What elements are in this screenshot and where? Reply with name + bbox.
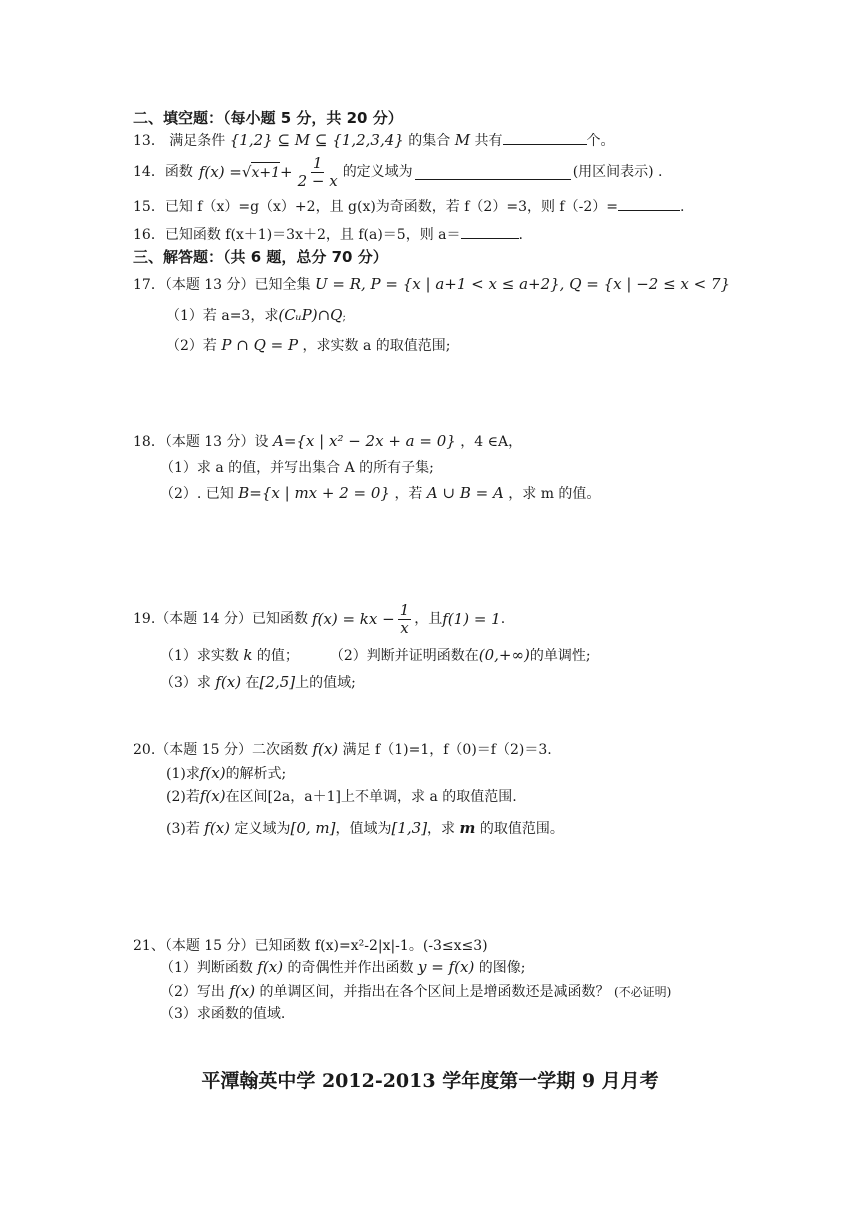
q21-p1-post: 的图像; bbox=[478, 960, 526, 976]
q21-p1-math: f(x) bbox=[257, 958, 284, 976]
q13-number: 13． bbox=[133, 133, 165, 149]
q13-text-pre: 满足条件 bbox=[169, 133, 226, 149]
q13-var: M bbox=[454, 131, 471, 149]
q19-p2-pre: （2）判断并证明函数在 bbox=[329, 648, 479, 664]
q19-part-3 bbox=[160, 672, 356, 693]
q15-answer-blank[interactable] bbox=[618, 196, 680, 211]
q20-p3-math2: [0, m] bbox=[290, 819, 336, 837]
q19-parts-1-2 bbox=[160, 645, 591, 666]
q18-p2-math2: A ∪ B = A bbox=[426, 484, 504, 502]
q18-p2-mid: ，若 bbox=[394, 486, 423, 502]
exam-title: 平潭翰英中学 2012-2013 学年度第一学期 9 月月考 bbox=[201, 1070, 659, 1092]
q19-fraction bbox=[398, 602, 412, 637]
q21-part-2 bbox=[160, 981, 671, 1002]
q19-p2-math: (0,+∞) bbox=[478, 646, 530, 664]
q14-sqrt-sign: √ bbox=[241, 163, 252, 181]
q21-p2-math: f(x) bbox=[229, 982, 256, 1000]
q14-number: 14． bbox=[133, 164, 165, 180]
q20-p3-post: 的取值范围。 bbox=[479, 821, 564, 837]
q17-p2-math: P ∩ Q = P bbox=[221, 336, 299, 354]
q21-p1-math2: y = f(x) bbox=[418, 958, 475, 976]
q19-p1-var: k bbox=[243, 646, 253, 664]
q18-p2-math: B={x | mx + 2 = 0} bbox=[238, 484, 390, 502]
q21-part-3: （3）求函数的值域. bbox=[160, 1006, 286, 1022]
q18-part-1: （1）求 a 的值，并写出集合 A 的所有子集; bbox=[160, 460, 434, 476]
q14-frac-denominator: 2 − x bbox=[297, 171, 338, 190]
q19-intro: 19.（本题 14 分）已知函数 bbox=[133, 611, 308, 627]
q20-p3-mid: 定义域为 bbox=[234, 821, 291, 837]
q20-part-2 bbox=[166, 786, 517, 807]
q19-p3-mid: 在 bbox=[245, 675, 260, 691]
q13-math: {1,2} ⊆ M ⊆ {1,2,3,4} bbox=[229, 131, 404, 149]
question-14 bbox=[133, 152, 663, 192]
q14-math-f: f(x) = bbox=[198, 163, 242, 181]
q20-p3-mid3: ，求 bbox=[427, 821, 456, 837]
q20-math: f(x) bbox=[312, 740, 339, 758]
q19-p3-math2: [2,5] bbox=[259, 673, 296, 691]
q20-p1-pre: (1)求 bbox=[166, 766, 200, 782]
section-3-heading: 三、解答题：（共 6 题，总分 70 分） bbox=[133, 248, 388, 266]
q17-part-2 bbox=[166, 335, 451, 356]
q15-text: 15．已知 f（x）=g（x）+2，且 g(x)为奇函数，若 f（2）=3，则 f（-2）= bbox=[133, 199, 618, 215]
q21-part-1 bbox=[160, 957, 525, 978]
q20-p3-mid2: ，值域为 bbox=[335, 821, 392, 837]
q19-math-b: f(1) = 1 bbox=[442, 610, 501, 628]
q17-part-1 bbox=[166, 305, 346, 328]
question-17 bbox=[133, 274, 730, 295]
q14-answer-blank[interactable] bbox=[415, 165, 571, 180]
q13-answer-blank[interactable] bbox=[503, 130, 587, 145]
q18-intro: 18．（本题 13 分）设 bbox=[133, 434, 269, 450]
q17-p1-math: (CᵤP)∩Q bbox=[278, 306, 343, 324]
q18-post: ，4 ∈A， bbox=[460, 434, 523, 450]
q13-text-post: 共有 bbox=[474, 133, 503, 149]
q20-p2-math: f(x) bbox=[199, 787, 226, 805]
question-15 bbox=[133, 196, 684, 217]
question-16 bbox=[133, 224, 523, 245]
q19-end: . bbox=[500, 611, 506, 627]
q19-frac-numerator: 1 bbox=[399, 600, 410, 619]
q17-p1-text: （1）若 a=3，求 bbox=[166, 308, 279, 324]
q21-p2-note: (不必证明) bbox=[614, 985, 672, 999]
q14-sqrt-radicand: x+1 bbox=[251, 162, 280, 183]
q20-part-3 bbox=[166, 818, 564, 839]
q16-text-end: . bbox=[518, 227, 523, 243]
q17-p2-pre: （2）若 bbox=[166, 338, 217, 354]
q13-text-end: 个。 bbox=[586, 133, 615, 149]
q19-math-a: f(x) = kx − bbox=[311, 610, 395, 628]
q16-answer-blank[interactable] bbox=[461, 224, 519, 239]
q19-p3-post: 上的值域; bbox=[295, 675, 356, 691]
question-18 bbox=[133, 431, 522, 452]
question-13 bbox=[133, 130, 615, 151]
q20-p3-var: m bbox=[459, 819, 476, 837]
q21-p1-pre: （1）判断函数 bbox=[160, 960, 253, 976]
q19-p3-pre: （3）求 bbox=[160, 675, 211, 691]
q13-text-mid: 的集合 bbox=[408, 133, 451, 149]
q14-text-mid: 的定义域为 bbox=[342, 164, 413, 180]
q17-math: U = R, P = {x | a+1 < x ≤ a+2}, Q = {x | −2 ≤ x < 7} bbox=[314, 275, 731, 293]
q19-p1-pre: （1）求实数 bbox=[160, 648, 239, 664]
q19-p2-post: 的单调性; bbox=[529, 648, 591, 664]
q18-p2-post: ，求 m 的值。 bbox=[508, 486, 601, 502]
q14-frac-numerator: 1 bbox=[312, 153, 323, 172]
q17-intro: 17．（本题 13 分）已知全集 bbox=[133, 277, 311, 293]
q20-p2-pre: (2)若 bbox=[166, 789, 200, 805]
q19-p1-post: 的值； bbox=[256, 648, 299, 664]
q20-intro: 20.（本题 15 分）二次函数 bbox=[133, 742, 308, 758]
q20-p3-pre: (3)若 bbox=[166, 821, 200, 837]
q18-p2-pre: （2）. 已知 bbox=[160, 486, 234, 502]
q20-post: 满足 f（1)=1，f（0)＝f（2)＝3. bbox=[342, 742, 552, 758]
question-21: 21、（本题 15 分）已知函数 f(x)=x²-2|x|-1。(-3≤x≤3) bbox=[133, 938, 488, 954]
q16-text: 16．已知函数 f(x＋1)＝3x＋2，且 f(a)＝5，则 a＝ bbox=[133, 227, 461, 243]
q20-part-1 bbox=[166, 763, 286, 784]
section-2-heading: 二、填空题：（每小题 5 分，共 20 分） bbox=[133, 109, 403, 127]
q20-p1-post: 的解析式; bbox=[225, 766, 287, 782]
q18-math: A={x | x² − 2x + a = 0} bbox=[272, 432, 456, 450]
q19-p3-math: f(x) bbox=[215, 673, 242, 691]
q20-p2-post: 在区间[2a，a＋1]上不单调，求 a 的取值范围. bbox=[225, 789, 517, 805]
q17-p1-end: ; bbox=[342, 312, 346, 323]
q14-plus: + bbox=[280, 163, 293, 181]
question-20 bbox=[133, 739, 552, 760]
q21-p1-mid: 的奇偶性并作出函数 bbox=[287, 960, 414, 976]
q18-part-2 bbox=[160, 483, 600, 504]
q17-p2-post: ，求实数 a 的取值范围; bbox=[302, 338, 451, 354]
q21-p2-post: 的单调区间，并指出在各个区间上是增函数还是减函数？ bbox=[259, 984, 610, 1000]
q20-p1-math: f(x) bbox=[199, 764, 226, 782]
q19-frac-denominator: x bbox=[400, 618, 409, 637]
q14-text-post: (用区间表示) . bbox=[572, 164, 663, 180]
q14-fraction bbox=[296, 155, 340, 190]
q20-p3-math: f(x) bbox=[204, 819, 231, 837]
q19-mid: ，且 bbox=[414, 611, 443, 627]
q20-p3-math3: [1,3] bbox=[391, 819, 428, 837]
q15-text-end: . bbox=[679, 199, 685, 215]
q21-p2-pre: （2）写出 bbox=[160, 984, 225, 1000]
q14-text-pre: 函数 bbox=[164, 164, 193, 180]
question-19 bbox=[133, 598, 505, 640]
